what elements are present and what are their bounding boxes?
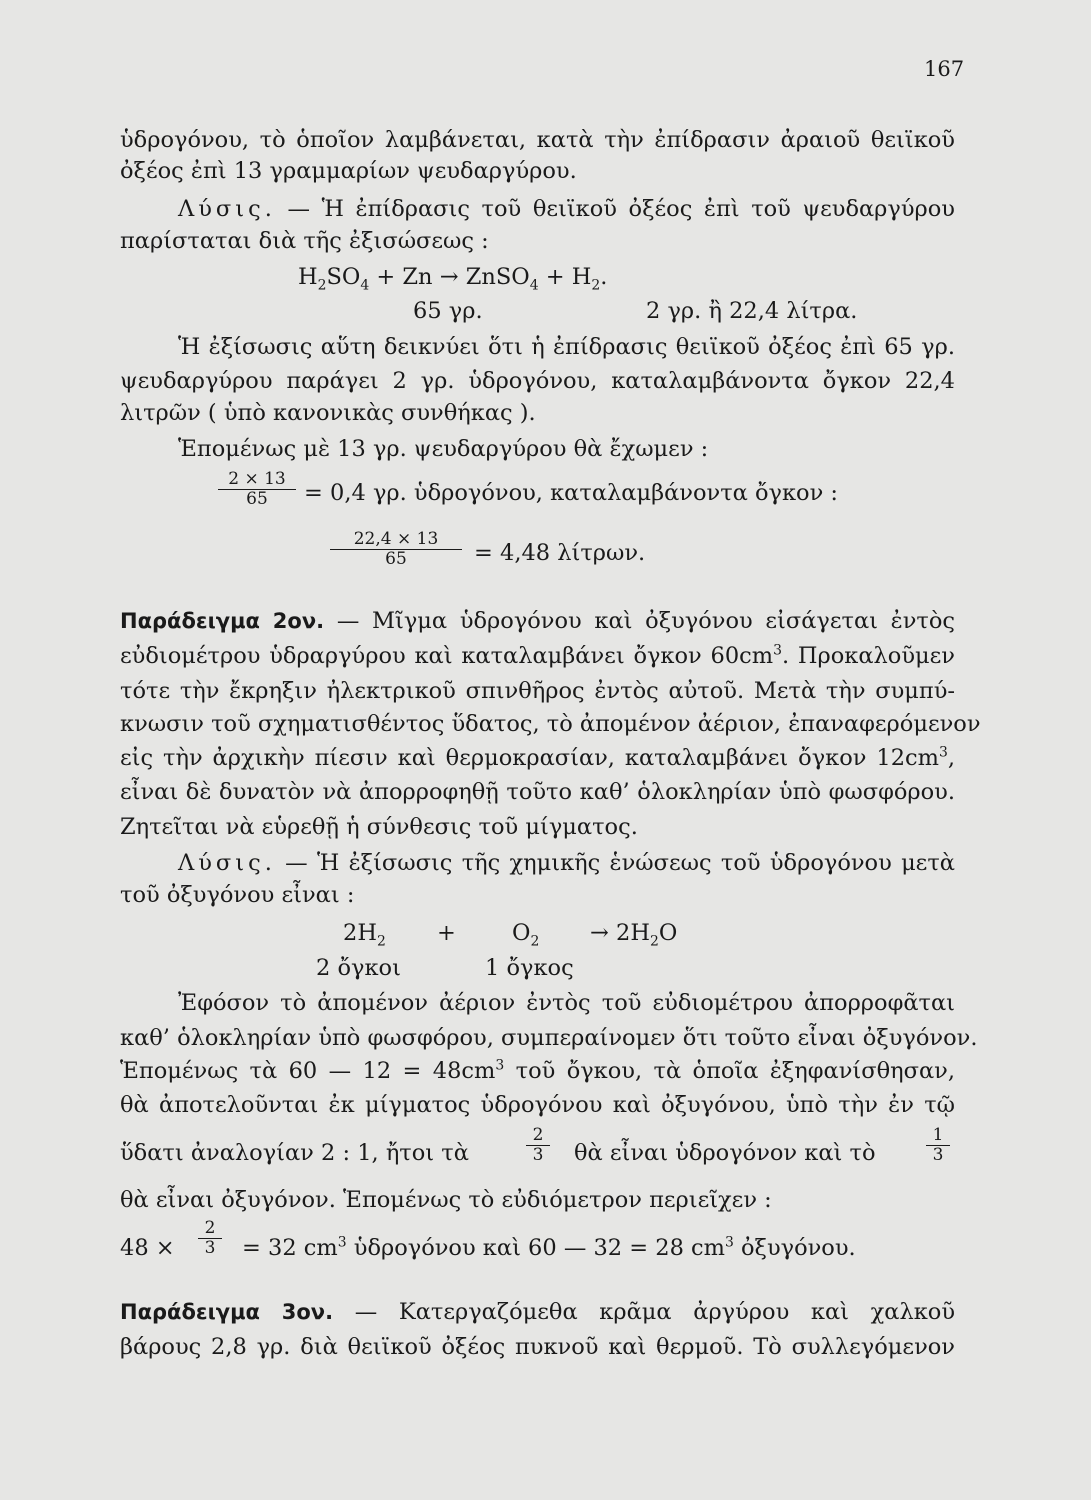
example-2-line: Παράδειγμα 2ον. — Μῖγμα ὑδρογόνου καὶ ὀξυγόνου εἰσάγεται ἐντὸς	[120, 608, 956, 634]
equation-2: $2H_2$	[343, 920, 386, 950]
example-3-line: Παράδειγμα 3ον. — Κατεργαζόμεθα κρᾶμα ἀργύρου καὶ χαλκοῦ	[120, 1299, 956, 1325]
example-heading: Παράδειγμα 3ον.	[120, 1300, 334, 1324]
text-line: 48 ×	[120, 1235, 175, 1261]
solution-line: Λύσις. — Ἡ ἐπίδρασις τοῦ θειϊκοῦ ὀξέος ἐπὶ τοῦ ψευδαργύρου	[178, 196, 955, 222]
fraction: $\frac{1}{3}$	[926, 1126, 950, 1165]
text-line: Ἑπομένως μὲ 13 γρ. ψευδαργύρου θὰ ἔχωμεν :	[178, 436, 709, 462]
text-line: τότε τὴν ἔκρηξιν ἠλεκτρικοῦ σπινθῆρος ἐντὸς αὐτοῦ. Μετὰ τὴν συμπύ-	[120, 678, 955, 704]
text-line: εἶναι δὲ δυνατὸν νὰ ἀπορροφηθῇ τοῦτο καθ’ ὁλοκληρίαν ὑπὸ φωσφόρου.	[120, 779, 955, 805]
text-line: καθ’ ὁλοκληρίαν ὑπὸ φωσφόρου, συμπεραίνομεν ὅτι τοῦτο εἶναι ὀξυγόνον.	[120, 1025, 978, 1051]
fraction: $\frac{22,4 \times 13}{65}$	[330, 530, 462, 569]
text-line: θὰ εἶναι ὀξυγόνον. Ἑπομένως τὸ εὐδιόμετρον περιεῖχεν :	[120, 1187, 772, 1213]
text-line: Ἑπομένως τὰ 60 — $12 = 48cm^3$ τοῦ ὄγκου, τὰ ὁποῖα ἐξηφανίσθησαν,	[120, 1057, 956, 1084]
text-line: ὕδατι ἀναλογίαν 2 : 1, ἤτοι τὰ	[120, 1140, 469, 1166]
text-line: θὰ ἀποτελοῦνται ἐκ μίγματος ὑδρογόνου καὶ ὀξυγόνου, ὑπὸ τὴν ἐν τῷ	[120, 1092, 955, 1118]
fraction: $\frac{2 \times 13}{65}$	[218, 470, 296, 509]
text-line: = 4,48 λίτρων.	[474, 540, 646, 566]
solution-label: Λύσις.	[178, 850, 276, 876]
text-line: βάρους 2,8 γρ. διὰ θειϊκοῦ ὀξέος πυκνοῦ καὶ θερμοῦ. Τὸ συλλεγόμενον	[120, 1334, 955, 1360]
text-line: ὑδρογόνου, τὸ ὁποῖον λαμβάνεται, κατὰ τὴν ἐπίδρασιν ἀραιοῦ θειϊκοῦ	[120, 127, 955, 153]
volume-label: 2 ὄγκοι	[316, 955, 401, 981]
text-line: Ζητεῖται νὰ εὑρεθῇ ἡ σύνθεσις τοῦ μίγματος.	[120, 814, 638, 840]
text-line: = 0,4 γρ. ὑδρογόνου, καταλαμβάνοντα ὄγκον :	[304, 480, 839, 506]
text-line: = 32 $cm^3$ ὑδρογόνου καὶ 60 — 32 = 28 $cm^3$ ὀξυγόνου.	[242, 1234, 856, 1261]
page-number: 167	[924, 57, 965, 81]
equation-2-plus: +	[437, 920, 456, 946]
fraction: $\frac{2}{3}$	[198, 1219, 222, 1258]
text-line: κνωσιν τοῦ σχηματισθέντος ὕδατος, τὸ ἀπομένον ἀέριον, ἐπαναφερόμενον	[120, 711, 981, 737]
text-line: λιτρῶν ( ὑπὸ κανονικὰς συνθήκας ).	[120, 400, 536, 426]
text-line: Ἡ ἐξίσωσις αὕτη δεικνύει ὅτι ἡ ἐπίδρασις θειϊκοῦ ὀξέος ἐπὶ 65 γρ.	[178, 334, 955, 360]
volume-label: 1 ὄγκος	[485, 955, 574, 981]
text-line: τοῦ ὀξυγόνου εἶναι :	[120, 882, 355, 908]
text-line: θὰ εἶναι ὑδρογόνον καὶ τὸ	[574, 1140, 876, 1166]
text-line: παρίσταται διὰ τῆς ἐξισώσεως :	[120, 228, 489, 254]
equation-2-product: → $2H_2O$	[590, 920, 678, 950]
solution-line: Λύσις. — Ἡ ἐξίσωσις τῆς χημικῆς ἑνώσεως τοῦ ὑδρογόνου μετὰ	[178, 850, 955, 876]
text-line: εἰς τὴν ἀρχικὴν πίεσιν καὶ θερμοκρασίαν, καταλαμβάνει ὄγκον $12cm^3$,	[120, 744, 955, 771]
text-line: Ἐφόσον τὸ ἀπομένον ἀέριον ἐντὸς τοῦ εὐδιομέτρου ἀπορροφᾶται	[178, 990, 955, 1016]
text-line: ὀξέος ἐπὶ 13 γραμμαρίων ψευδαργύρου.	[120, 158, 577, 184]
equation-1: $H_2SO_4 + Zn$ → ZnSO$_4$ + $H_2$.	[298, 264, 608, 294]
mass-label: 65 γρ.	[413, 298, 483, 324]
solution-label: Λύσις.	[178, 196, 276, 222]
example-heading: Παράδειγμα 2ον.	[120, 609, 325, 633]
text-line: εὐδιομέτρου ὑδραργύρου καὶ καταλαμβάνει ὄγκον $60cm^3$. Προκαλοῦμεν	[120, 642, 955, 669]
mass-label: 2 γρ. ἢ 22,4 λίτρα.	[646, 298, 858, 324]
equation-2-o2: $O_2$	[512, 920, 540, 950]
text-line: ψευδαργύρου παράγει 2 γρ. ὑδρογόνου, καταλαμβάνοντα ὄγκον 22,4	[120, 368, 955, 394]
fraction: $\frac{2}{3}$	[526, 1126, 550, 1165]
